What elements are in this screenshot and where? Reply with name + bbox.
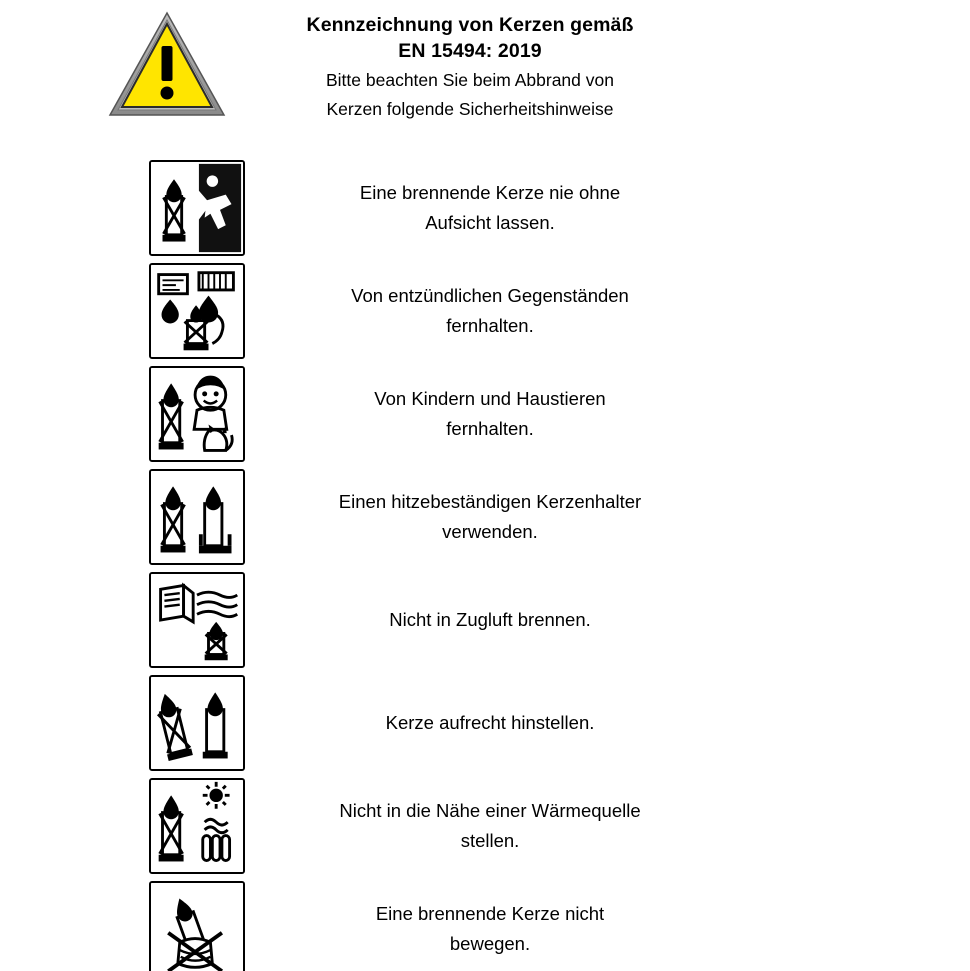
flammable-objects-icon [149, 263, 245, 359]
header-title-line1: Kennzeichnung von Kerzen gemäß [306, 14, 634, 36]
heat-resistant-candle-holder-icon [149, 469, 245, 565]
safety-row-text-line2: fernhalten. [446, 417, 534, 439]
safety-row [0, 671, 970, 774]
safety-row-text [246, 605, 716, 635]
safety-row [0, 774, 970, 877]
safety-rows [0, 156, 970, 971]
pictogram-cell [0, 366, 246, 462]
pictogram-cell [0, 160, 246, 256]
header-title-line2: EN 15494: 2019 [398, 40, 542, 62]
header-subtitle-line1: Bitte beachten Sie beim Abbrand von [326, 70, 614, 90]
safety-row-text-line1: Nicht in die Nähe einer Wärmequelle [339, 799, 641, 821]
safety-row-text [246, 487, 716, 547]
safety-row-text-line2: verwenden. [442, 520, 538, 542]
safety-row-text-line2: Aufsicht lassen. [425, 211, 555, 233]
safety-row-text [246, 708, 716, 738]
safety-row-text-line1: Einen hitzebeständigen Kerzenhalter [338, 490, 642, 512]
no-draught-icon [149, 572, 245, 668]
pictogram-cell [0, 675, 246, 771]
safety-row-text-line1: Nicht in Zugluft brennen. [389, 608, 591, 630]
safety-row [0, 877, 970, 971]
safety-row-text [246, 899, 716, 959]
pictogram-cell [0, 778, 246, 874]
no-heat-source-icon [149, 778, 245, 874]
safety-row [0, 465, 970, 568]
pictogram-cell [0, 572, 246, 668]
pictogram-cell [0, 469, 246, 565]
safety-row [0, 568, 970, 671]
safety-row-text-line1: Von Kindern und Haustieren [374, 387, 606, 409]
unattended-burning-candle-icon [149, 160, 245, 256]
header-icon-wrap [0, 8, 240, 118]
upright-candle-icon [149, 675, 245, 771]
header-subtitle-line2: Kerzen folgende Sicherheitshinweise [326, 99, 614, 119]
header [0, 0, 970, 122]
safety-row-text-line2: stellen. [460, 829, 520, 851]
safety-row-text-line1: Eine brennende Kerze nie ohne [359, 181, 621, 203]
safety-row-text-line2: fernhalten. [446, 314, 534, 336]
do-not-move-burning-candle-icon [149, 881, 245, 971]
safety-row-text [246, 178, 716, 238]
children-and-pets-icon [149, 366, 245, 462]
safety-row [0, 362, 970, 465]
safety-row-text-line1: Eine brennende Kerze nicht [375, 902, 605, 924]
pictogram-cell [0, 881, 246, 971]
header-text [240, 8, 700, 122]
safety-row-text [246, 281, 716, 341]
pictogram-cell [0, 263, 246, 359]
safety-row [0, 259, 970, 362]
safety-row [0, 156, 970, 259]
safety-row-text-line2: bewegen. [449, 932, 531, 954]
safety-row-text-line1: Von entzündlichen Gegenständen [351, 284, 629, 306]
safety-row-text [246, 384, 716, 444]
warning-triangle-exclamation-icon [108, 10, 226, 118]
safety-row-text [246, 796, 716, 856]
safety-row-text-line1: Kerze aufrecht hinstellen. [385, 711, 595, 733]
